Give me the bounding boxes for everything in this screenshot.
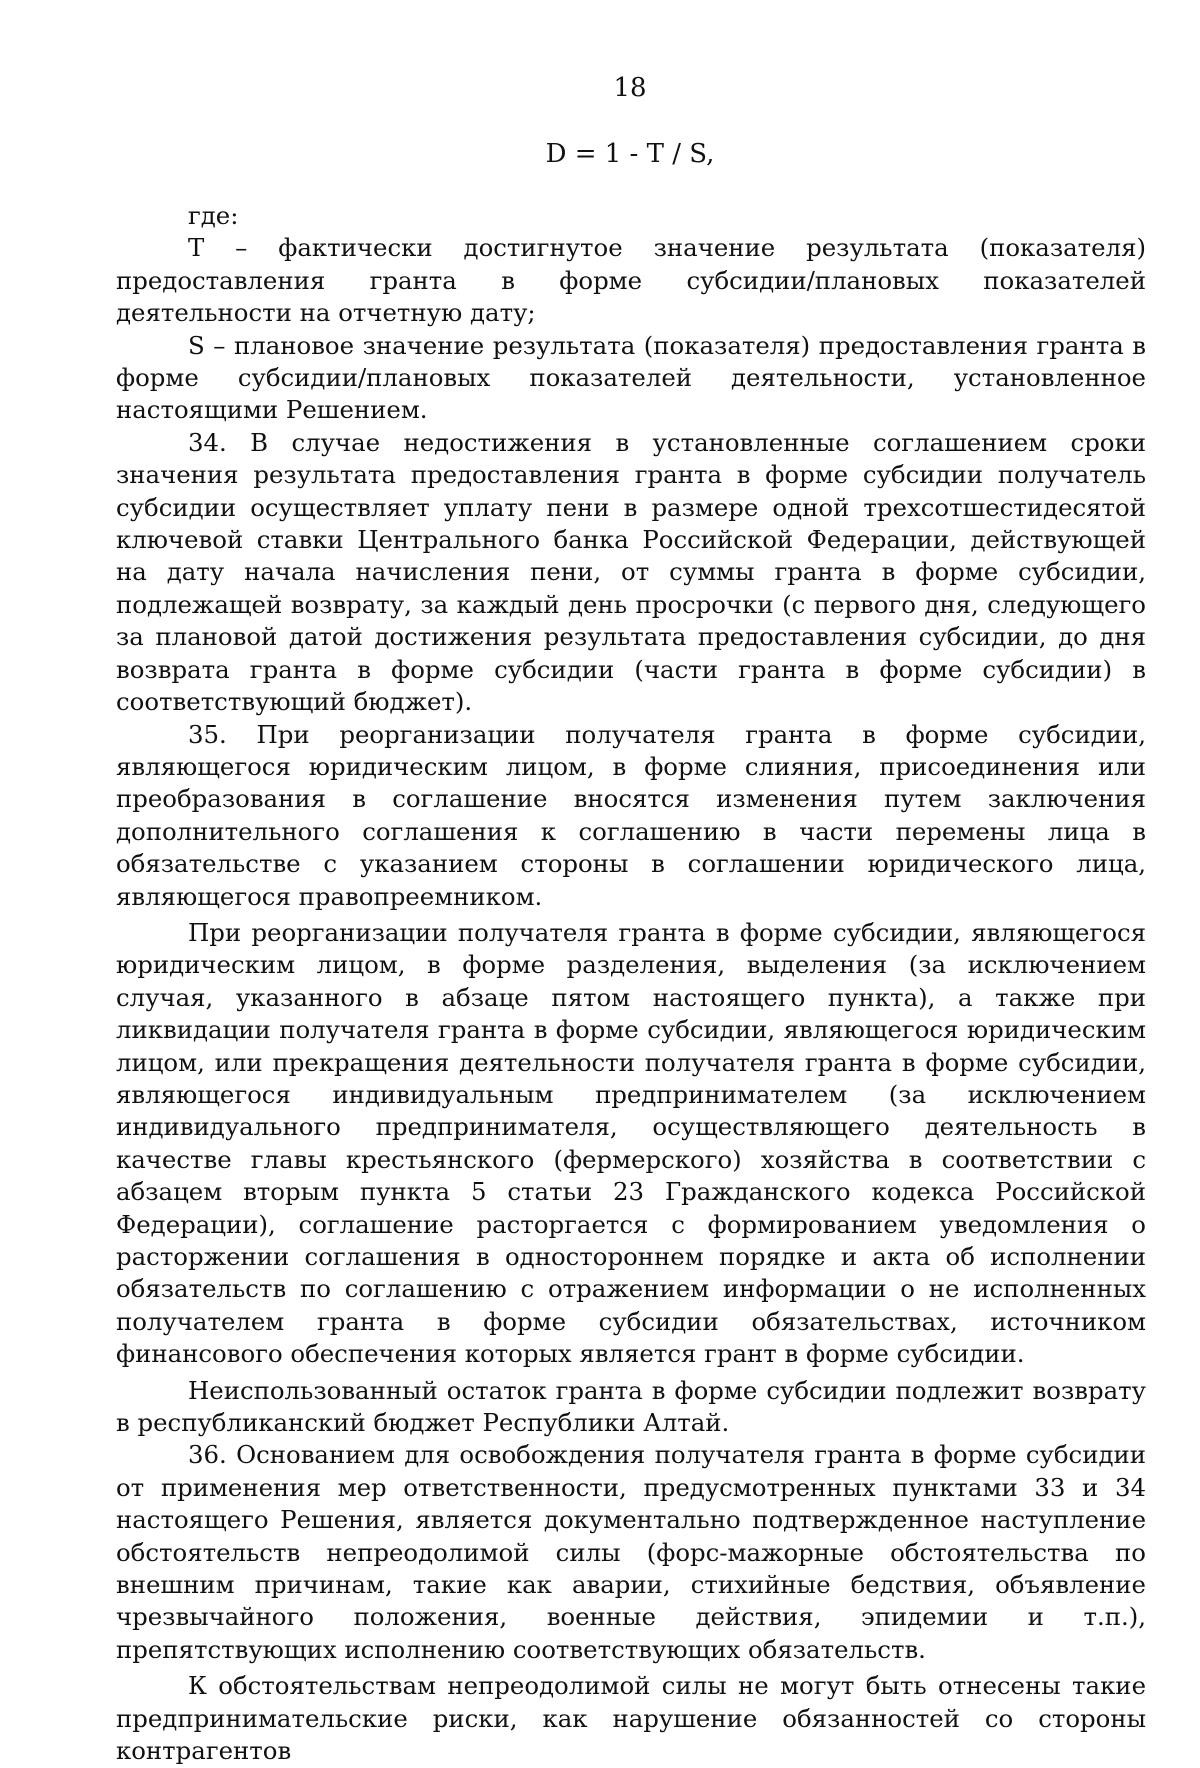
- paragraph-item-34: 34. В случае недостижения в установленные соглашением сроки значения результата предоставления гранта в форме субсидии получатель субсидии осуществляет уплату пени в размере одной трехсотшестидесятой ключевой ставки Центрального банка Российской Федерации, действующей на дату начала начисления пени, от суммы гранта в форме субсидии, подлежащей возврату, за каждый день просрочки (с первого дня, следующего за плановой датой достижения результата предоставления субсидии, до дня возврата гранта в форме субсидии (части гранта в форме субсидии) в соответствующий бюджет).: [116, 427, 1146, 717]
- paragraph-item-35: 35. При реорганизации получателя гранта в форме субсидии, являющегося юридическим лицом, в форме слияния, присоединения или преобразования в соглашение вносятся изменения путем заключения дополнительного соглашения к соглашению в части перемены лица в обязательстве с указанием стороны в соглашении юридического лица, являющегося правопреемником.: [116, 719, 1146, 911]
- paragraph-item-36: 36. Основанием для освобождения получателя гранта в форме субсидии от применения мер ответственности, предусмотренных пунктами 33 и 34 настоящего Решения, является документально подтвержденное наступление обстоятельств непреодолимой силы (форс-мажорные обстоятельства по внешним причинам, такие как аварии, стихийные бедствия, объявление чрезвычайного положения, военные действия, эпидемии и т.п.), препятствующих исполнению соответствующих обязательств.: [116, 1440, 1146, 1664]
- document-body: [116, 200, 1146, 1768]
- paragraph-force-majeure: К обстоятельствам непреодолимой силы не могут быть отнесены такие предпринимательские риски, как нарушение обязанностей со стороны контрагентов: [116, 1671, 1146, 1766]
- page-number: 18: [613, 73, 647, 103]
- paragraph-t-definition: T – фактически достигнутое значение результата (показателя) предоставления гранта в форме субсидии/плановых показателей деятельности на отчетную дату;: [116, 233, 1146, 328]
- formula: D = 1 - T / S,: [545, 139, 715, 169]
- paragraph-where: где:: [188, 201, 239, 230]
- paragraph-unused-balance: Неиспользованный остаток гранта в форме субсидии подлежит возврату в республиканский бюджет Республики Алтай.: [116, 1375, 1146, 1438]
- paragraph-reorganization: При реорганизации получателя гранта в форме субсидии, являющегося юридическим лицом, в форме разделения, выделения (за исключением случая, указанного в абзаце пятом настоящего пункта), а также при ликвидации получателя гранта в форме субсидии, являющегося юридическим лицом, или прекращения деятельности получателя гранта в форме субсидии, являющегося индивидуальным предпринимателем (за исключением индивидуального предпринимателя, осуществляющего деятельность в качестве главы крестьянского (фермерского) хозяйства в соответствии с абзацем вторым пункта 5 статьи 23 Гражданского кодекса Российской Федерации), соглашение расторгается с формированием уведомления о расторжении соглашения в одностороннем порядке и акта об исполнении обязательств по соглашению с отражением информации о не исполненных получателем гранта в форме субсидии обязательствах, источником финансового обеспечения которых является грант в форме субсидии.: [116, 917, 1146, 1369]
- paragraph-s-definition: S – плановое значение результата (показателя) предоставления гранта в форме субсидии/плановых показателей деятельности, установленное настоящими Решением.: [116, 330, 1146, 425]
